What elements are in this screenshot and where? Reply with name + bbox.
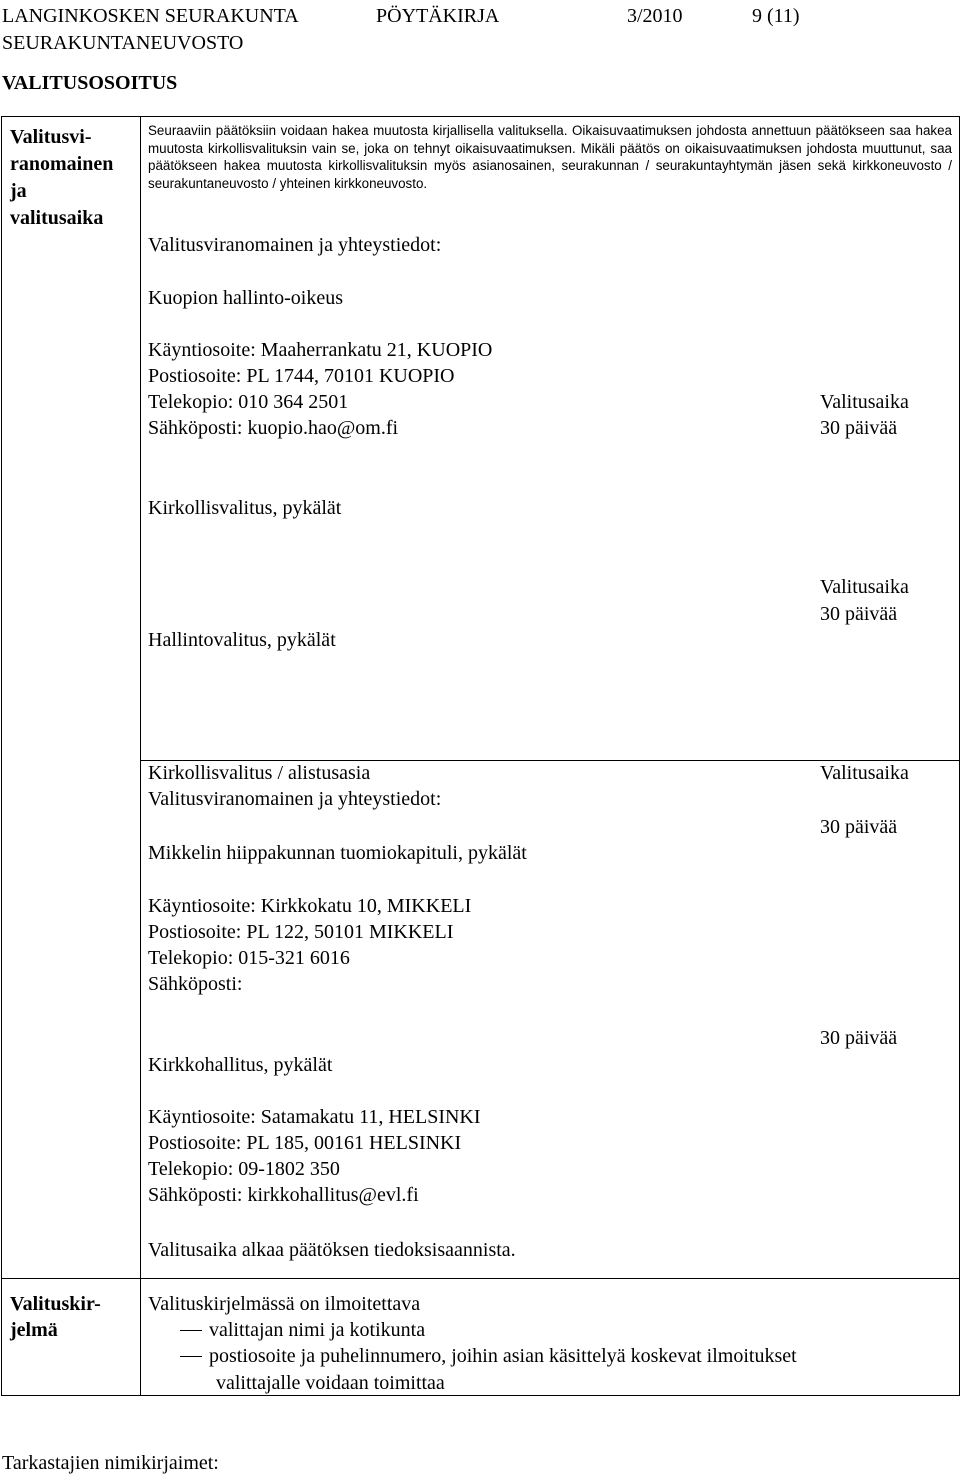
authority-contact: Käyntiosoite: Maaherrankatu 21, KUOPIO Postiosoite: PL 1744, 70101 KUOPIO Telekopio: 010 364 2501 Sähköposti: kuopio.hao@om.fi [148, 339, 493, 439]
subordinate-period-value: 30 päivää [820, 816, 898, 838]
column-divider [140, 1278, 141, 1396]
bullet-dash [180, 1330, 202, 1331]
appeal-period-value: 30 päivää [820, 417, 898, 439]
subordinate-heading: Kirkollisvalitus / alistusasia Valitusviranomainen ja yhteystiedot: [148, 762, 442, 810]
document-number: 3/2010 [627, 5, 683, 27]
admin-appeal-period-label: Valitusaika [820, 576, 909, 598]
bullet-dash [180, 1356, 202, 1357]
intro-text: Seuraaviin päätöksiin voidaan hakea muutosta kirjallisella valituksella. Oikaisuvaatimuksen johdosta annettuun päätökseen saa hakea muutosta kirkollisvalituksin vain se, joka on tehnyt oikaisuvaatimuksen. Mikäli päätös on oikaisuvaatimuksen johdosta muuttunut, saa päätökseen hakea muutosta kirkollisvalituksin myös asianosainen, seurakunnan / seurakuntayhtymän jäsen sekä kirkkoneuvosto / seurakuntaneuvosto / yhteinen kirkkoneuvosto. [148, 123, 952, 191]
organization-name: LANGINKOSKEN SEURAKUNTA [2, 5, 299, 27]
appeal-period-label: Valitusaika [820, 391, 909, 413]
authority-name: Kuopion hallinto-oikeus [148, 287, 343, 309]
organization-unit: SEURAKUNTANEUVOSTO [2, 32, 244, 54]
column-divider [140, 116, 141, 1278]
letter-item: postiosoite ja puhelinnumero, joihin asian käsittelyä koskevat ilmoitukset [209, 1345, 797, 1367]
letter-item-continuation: valittajalle voidaan toimittaa [216, 1372, 445, 1394]
admin-appeal-label: Hallintovalitus, pykälät [148, 629, 336, 651]
page-number: 9 (11) [752, 5, 800, 27]
appeal-letter-table [1, 1278, 960, 1396]
letter-heading: Valituskirjelmässä on ilmoitettava [148, 1293, 421, 1315]
board-period-value: 30 päivää [820, 1027, 898, 1049]
subordinate-authority: Mikkelin hiippakunnan tuomiokapituli, pykälät [148, 842, 527, 864]
side-label-appeal-letter: Valituskir- jelmä [10, 1293, 101, 1341]
signatures-label: Tarkastajien nimikirjaimet: [2, 1452, 219, 1474]
board-contact: Käyntiosoite: Satamakatu 11, HELSINKI Postiosoite: PL 185, 00161 HELSINKI Telekopio: 09-1802 350 Sähköposti: kirkkohallitus@evl.fi [148, 1106, 481, 1206]
church-appeal-label: Kirkollisvalitus, pykälät [148, 497, 342, 519]
side-label-appeal-authority: Valitusvi- ranomainen ja valitusaika [10, 126, 114, 229]
subordinate-period-label: Valitusaika [820, 762, 909, 784]
authority-heading: Valitusviranomainen ja yhteystiedot: [148, 234, 442, 256]
admin-appeal-period-value: 30 päivää [820, 603, 898, 625]
letter-item: valittajan nimi ja kotikunta [209, 1319, 426, 1341]
board-authority: Kirkkohallitus, pykälät [148, 1054, 333, 1076]
subordinate-contact: Käyntiosoite: Kirkkokatu 10, MIKKELI Postiosoite: PL 122, 50101 MIKKELI Telekopio: 015-321 6016 Sähköposti: [148, 895, 472, 995]
document-type: PÖYTÄKIRJA [376, 5, 500, 27]
appeal-period-note: Valitusaika alkaa päätöksen tiedoksisaannista. [148, 1239, 516, 1261]
section-title: VALITUSOSOITUS [2, 72, 178, 94]
